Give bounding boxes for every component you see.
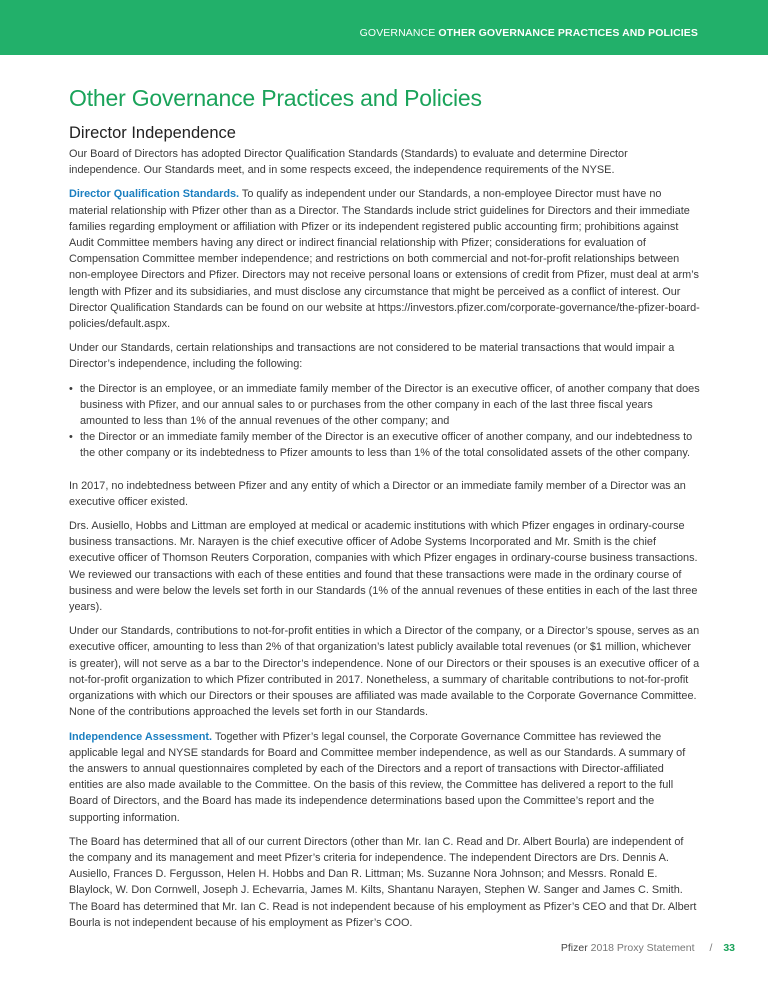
qualification-paragraph [69, 186, 701, 332]
page-title: Other Governance Practices and Policies [69, 85, 482, 111]
breadcrumb-section: GOVERNANCE [359, 27, 436, 39]
board-determination-paragraph: The Board has determined that all of our current Directors (other than Mr. Ian C. Read and Dr. Albert Bourla) are independent of the company and its management and meet Pfizer’s criteria for independence. The independent Directors are Drs. Dennis A. Ausiello, Frances D. Fergusson, Helen H. Hobbs and Dan R. Littman; Ms. Suzanne Nora Johnson; and Messrs. Ronald E. Blaylock, W. Don Cornwell, Joseph J. Echevarria, James M. Kilts, Shantanu Narayen, Stephen W. Sanger and James C. Smith. The Board has determined that Mr. Ian C. Read is not independent because of his employment as Pfizer’s CEO and that Dr. Albert Bourla is not independent because of his employment as Pfizer’s COO. [69, 835, 697, 929]
standards-intro-paragraph: Under our Standards, certain relationships and transactions are not considered to be material transactions that would impair a Director’s independence, including the following: [69, 342, 675, 371]
bullet-icon: • [69, 382, 73, 395]
page-content [69, 84, 701, 939]
header-bar [0, 0, 768, 55]
intro-paragraph: Our Board of Directors has adopted Director Qualification Standards (Standards) to evaluate and determine Director independence. Our Standards meet, and in some respects exceed, the independence requirements of the NYSE. [69, 148, 628, 177]
employment-paragraph: Drs. Ausiello, Hobbs and Littman are employed at medical or academic institutions with which Pfizer engages in ordinary-course business transactions. Mr. Narayen is the chief executive officer of Adobe Systems Incorporated and Mr. Smith is the chief executive officer of Thomson Reuters Corporation, companies with which Pfizer engages in ordinary-course business transactions. We reviewed our transactions with each of these entities and found that these transactions were made in the ordinary course of business and were below the levels set forth in our Standards (1% of the annual revenues of these entities in each of the last three years). [69, 520, 698, 614]
page-number: 33 [723, 942, 735, 954]
section-heading: Director Independence [69, 124, 236, 142]
qualification-lead: Director Qualification Standards. [69, 188, 240, 201]
assessment-lead: Independence Assessment. [69, 730, 213, 743]
qualification-text: To qualify as independent under our Standards, a non-employee Director must have no material relationship with Pfizer other than as a Director. The Standards include strict guidelines for Directors and their immediate families regarding employment or affiliation with Pfizer or its independent registered public accounting firm; prohibitions against Audit Committee members having any direct or indirect financial relationship with Pfizer; considerations for evaluation of Compensation Committee member independence; and restrictions on both commercial and not-for-profit relationships between non-employee Directors and Pfizer. Directors may not receive personal loans or extensions of credit from Pfizer, must deal at arm’s length with Pfizer and its subsidiaries, and must disclose any circumstance that might be perceived as a conflict of interest. Our Director Qualification Standards can be found on our website at https://investors.pfizer.com/corporate-governance/the-pfizer-board-policies/default.aspx. [69, 188, 700, 331]
contributions-paragraph: Under our Standards, contributions to not-for-profit entities in which a Director of the company, or a Director’s spouse, serves as an executive officer, amounting to less than 2% of that organization’s latest publicly available total revenues (or $1 million, whichever is greater), will not serve as a bar to the Director’s independence. None of our Directors or their spouses is an executive officer of a not-for-profit organization to which Pfizer contributed in 2017. Nonetheless, a summary of charitable contributions to not-for-profit organizations with which our Directors or their spouses are affiliated was made available to the Corporate Governance Committee. None of the contributions approached the levels set forth in our Standards. [69, 625, 700, 719]
assessment-text: Together with Pfizer’s legal counsel, the Corporate Governance Committee has reviewed the applicable legal and NYSE standards for Board and Committee member independence, as well as our Standards. A summary of the answers to annual questionnaires completed by each of the Directors and a report of transactions with Director-affiliated entities are also made available to the Committee. On the basis of this review, the Committee has delivered a report to the full Board of Directors, and the Board has made its independence determinations based upon the Committee’s report and the supporting information. [69, 730, 686, 824]
standards-list [69, 381, 701, 462]
footer-document: 2018 Proxy Statement [590, 942, 695, 954]
list-item: • the Director is an employee, or an immediate family member of the Director is an executive officer, of another company that does business with Pfizer, and our annual sales to or purchases from the other company in each of the last three fiscal years amounted to less than 1% of the annual revenues of the other company; and [69, 382, 700, 428]
breadcrumb-current: OTHER GOVERNANCE PRACTICES AND POLICIES [438, 27, 698, 39]
footer-brand: Pfizer [560, 942, 588, 954]
page-footer [561, 942, 735, 954]
indebtedness-paragraph: In 2017, no indebtedness between Pfizer and any entity of which a Director or an immediate family member of a Director was an executive officer existed. [69, 479, 686, 508]
bullet-icon: • [69, 431, 73, 444]
assessment-paragraph [69, 729, 701, 826]
footer-separator: / [709, 942, 713, 954]
breadcrumb [360, 27, 698, 39]
list-item: • the Director or an immediate family member of the Director is an executive officer of another company, and our indebtedness to the other company or its indebtedness to Pfizer amounts to less than 1% of the total consolidated assets of the other company. [69, 431, 693, 460]
